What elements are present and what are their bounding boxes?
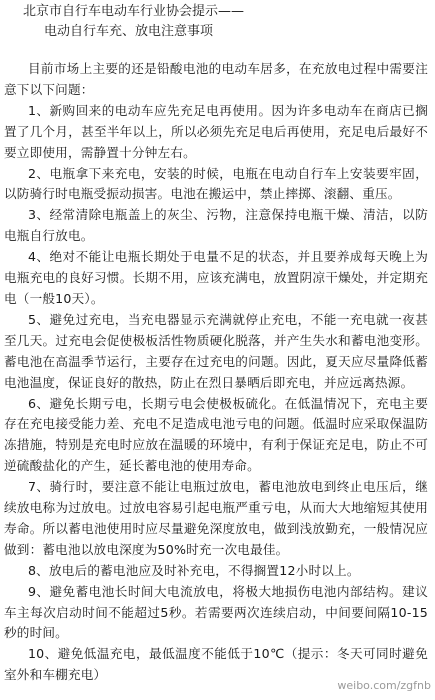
item-3-paragraph: 3、经常清除电瓶盖上的灰尘、污物，注意保持电瓶干燥、清洁，以防电瓶自行放电。 <box>4 207 428 244</box>
item-4-paragraph: 4、绝对不能让电瓶长期处于电量不足的状态，并且要养成每天晚上为电瓶充电的良好习惯。长期不用，应该充满电，放置阴凉干燥处，并定期充电（一般10天）。 <box>4 249 428 306</box>
item-1-paragraph: 1、新购回来的电动车应先充足电再使用。因为许多电动车在商店已搁置了几个月，甚至半年以上，所以必须先充足电后再使用，充足电后最好不要立即使用，需静置十分钟左右。 <box>4 102 428 160</box>
item-9-paragraph: 9、避免蓄电池长时间大电流放电，将极大地损伤电池内部结构。建议车主每次启动时间不能超过5秒。若需要两次连续启动，中间要间隔10-15秒的时间。 <box>4 583 428 641</box>
document-subtitle: 电动自行车充、放电注意事项 <box>44 24 214 39</box>
item-10-paragraph: 10、避免低温充电，最低温度不能低于10℃（提示：冬天可同时避免室外和车棚充电） <box>4 646 428 683</box>
item-2-paragraph: 2、电瓶拿下来充电，安装的时候，电瓶在电动自行车上安装要牢固，以防骑行时电瓶受振动损害。电池在搬运中，禁止摔掷、滚翻、重压。 <box>4 165 428 202</box>
item-7-paragraph: 7、骑行时，要注意不能让电瓶过放电，蓄电池放电到终止电压后，继续放电称为过放电。过放电容易引起电瓶严重亏电，从而大大地缩短其使用寿命。所以蓄电池使用时应尽量避免深度放电，做到浅放勤充，一般情况应做到：蓄电池以放电深度为50%时充一次电最佳。 <box>4 479 428 557</box>
heading-gap <box>4 42 428 59</box>
item-8-paragraph: 8、放电后的蓄电池应及时补充电，不得搁置12小时以上。 <box>27 562 360 578</box>
item-6-paragraph: 6、避免长期亏电，长期亏电会使极板硫化。在低温情况下，充电主要存在充电接受能力差、充电不足造成电池亏电的问题。低温时应采取保温防冻措施，特别是充电时应放在温暖的环境中，有利于保证充足电，防止不可逆硫酸盐化的产生，延长蓄电池的使用寿命。 <box>4 395 428 474</box>
intro-paragraph: 目前市场上主要的还是铅酸电池的电动车居多，在充放电过程中需要注意下以下问题： <box>4 61 428 97</box>
weibo-watermark: weibo.com/zgfnb <box>337 679 431 692</box>
item-5-paragraph: 5、避免过充电，当充电器显示充满就停止充电，不能一充电就一夜甚至几天。过充电会促使极板活性物质硬化脱落，并产生失水和蓄电池变形。蓄电池在高温季节运行，主要存在过充电的问题。因此，夏天应尽量降低蓄电池温度，保证良好的散热，防止在烈日暴晒后即充电，并应远离热源。 <box>4 311 428 390</box>
document-title: 北京市自行车电动车行业协会提示—— <box>23 4 245 19</box>
